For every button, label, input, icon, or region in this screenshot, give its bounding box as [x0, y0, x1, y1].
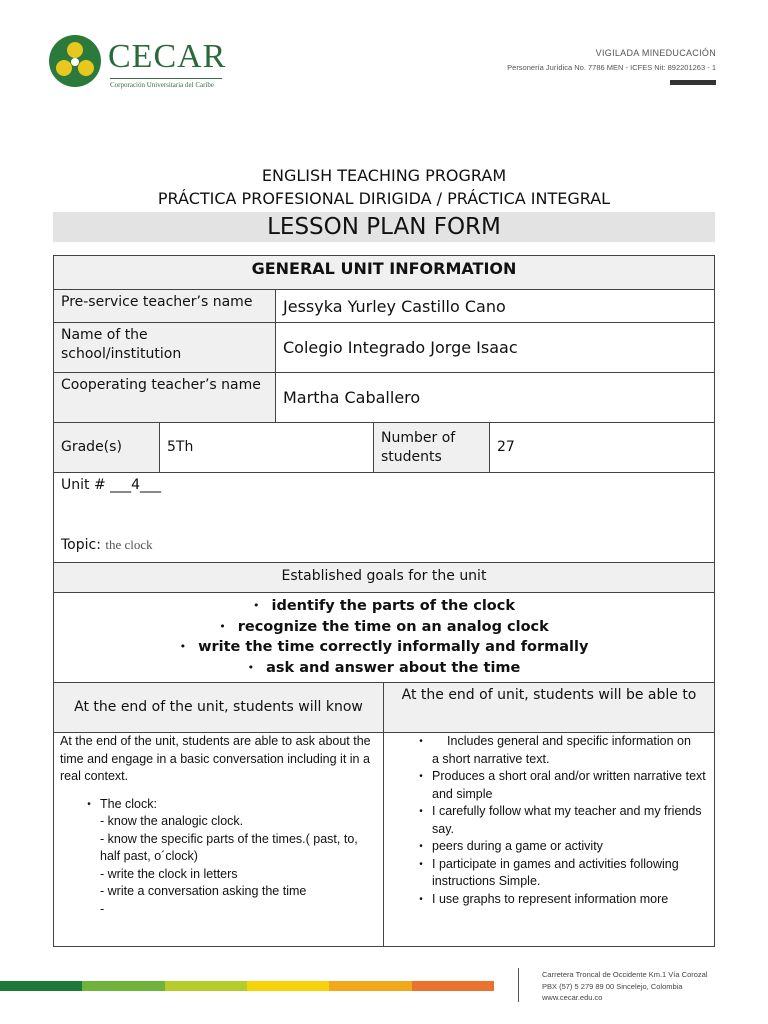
- goal-item: • write the time correctly informally and formally: [54, 637, 714, 658]
- able-item: [410, 768, 706, 803]
- students-label: Number of students: [374, 423, 490, 473]
- stripe-segment: [0, 981, 82, 991]
- know-line: - write a conversation asking the time: [100, 884, 307, 898]
- able-item: [410, 803, 706, 838]
- able-item-text: Produces a short oral and/or written narrative text and simple: [432, 769, 706, 801]
- form-title: LESSON PLAN FORM: [53, 212, 715, 242]
- lesson-plan-table: [53, 255, 715, 947]
- know-bullet-text: The clock:: [100, 796, 157, 811]
- cecar-emblem-icon: [48, 34, 102, 88]
- know-line: -: [100, 901, 105, 916]
- able-heading: At the end of unit, students will be able to: [384, 683, 714, 733]
- grade-label: Grade(s): [54, 423, 160, 473]
- stripe-segment: [165, 981, 247, 991]
- grade-value: 5Th: [160, 423, 374, 473]
- general-unit-heading: GENERAL UNIT INFORMATION: [54, 256, 714, 290]
- stripe-segment: [329, 981, 411, 991]
- bullet-icon: •: [419, 858, 423, 870]
- footer-web: www.cecar.edu.co: [542, 993, 603, 1002]
- able-content: [384, 733, 714, 946]
- students-value: 27: [490, 423, 714, 473]
- know-content: [54, 733, 384, 946]
- able-item: [410, 733, 706, 751]
- know-line: - write the clock in letters: [100, 866, 238, 881]
- stripe-segment: [247, 981, 329, 991]
- topic-value: the clock: [105, 537, 153, 552]
- header-bar: [670, 80, 716, 85]
- teacher-name-value: Jessyka Yurley Castillo Cano: [276, 290, 714, 323]
- goals-heading: Established goals for the unit: [54, 563, 714, 593]
- able-item-text: I participate in games and activities following instructions Simple.: [432, 856, 679, 888]
- topic-label: Topic:: [61, 537, 101, 553]
- know-line: - know the analogic clock.: [100, 814, 244, 828]
- footer-address: Carretera Troncal de Occidente Km.1 Vía Corozal: [542, 970, 708, 979]
- bullet-icon: •: [419, 771, 423, 782]
- vigilada-block: [507, 48, 716, 85]
- footer-contact: [542, 969, 708, 1004]
- topic-line: [61, 535, 707, 555]
- program-title: ENGLISH TEACHING PROGRAM: [261, 166, 507, 185]
- know-heading: At the end of the unit, students will know: [54, 683, 384, 733]
- footer-stripe: [0, 981, 494, 991]
- bullet-icon: •: [419, 806, 423, 817]
- unit-topic-cell: [54, 473, 714, 563]
- footer-divider: [518, 968, 519, 1002]
- school-value: Colegio Integrado Jorge Isaac: [276, 323, 714, 373]
- teacher-name-label: Pre-service teacher’s name: [54, 290, 276, 323]
- know-bullet: [60, 796, 377, 919]
- able-item-text: I carefully follow what my teacher and my friends say.: [432, 804, 702, 836]
- able-item-text: Includes general and specific information on: [447, 734, 691, 748]
- able-item: [410, 891, 706, 909]
- bullet-icon: •: [87, 798, 91, 810]
- goal-item: • identify the parts of the clock: [54, 596, 714, 617]
- logo-text: CECAR: [108, 38, 227, 75]
- coop-teacher-label: Cooperating teacher’s name: [54, 373, 276, 423]
- able-item-text: I use graphs to represent information more: [432, 891, 669, 906]
- goals-list-cell: [54, 593, 714, 683]
- unit-number: Unit # ___4___: [61, 477, 162, 493]
- practice-title: PRÁCTICA PROFESIONAL DIRIGIDA / PRÁCTICA INTEGRAL: [157, 189, 611, 208]
- bullet-icon: •: [419, 736, 423, 747]
- legal-text: Personería Jurídica No. 7786 MEN - ICFES Nit: 892201263 - 1: [507, 63, 716, 72]
- goal-item: • recognize the time on an analog clock: [54, 617, 714, 638]
- coop-teacher-value: Martha Caballero: [276, 373, 714, 423]
- able-item-cont: a short narrative text.: [432, 751, 550, 766]
- able-item: [410, 856, 706, 891]
- stripe-segment: [412, 981, 494, 991]
- goal-item: • ask and answer about the time: [54, 658, 714, 679]
- bullet-icon: •: [419, 841, 423, 852]
- stripe-segment: [82, 981, 164, 991]
- know-line: - know the specific parts of the times.( past, to, half past, o´clock): [100, 831, 358, 863]
- cecar-logo: [48, 34, 228, 92]
- school-label: Name of the school/institution: [54, 323, 276, 373]
- logo-subtitle: Corporación Universitaria del Caribe: [110, 78, 222, 89]
- able-item-text: peers during a game or activity: [432, 839, 603, 853]
- goals-list: [54, 593, 714, 678]
- footer-phone: PBX (57) 5 279 89 00 Sincelejo, Colombia: [542, 981, 683, 991]
- able-item: [410, 838, 706, 856]
- know-intro: At the end of the unit, students are able to ask about the time and engage in a basic conversation including it in a real context.: [60, 734, 371, 783]
- vigilada-text: VIGILADA MINEDUCACIÓN: [595, 48, 716, 58]
- bullet-icon: •: [419, 893, 423, 905]
